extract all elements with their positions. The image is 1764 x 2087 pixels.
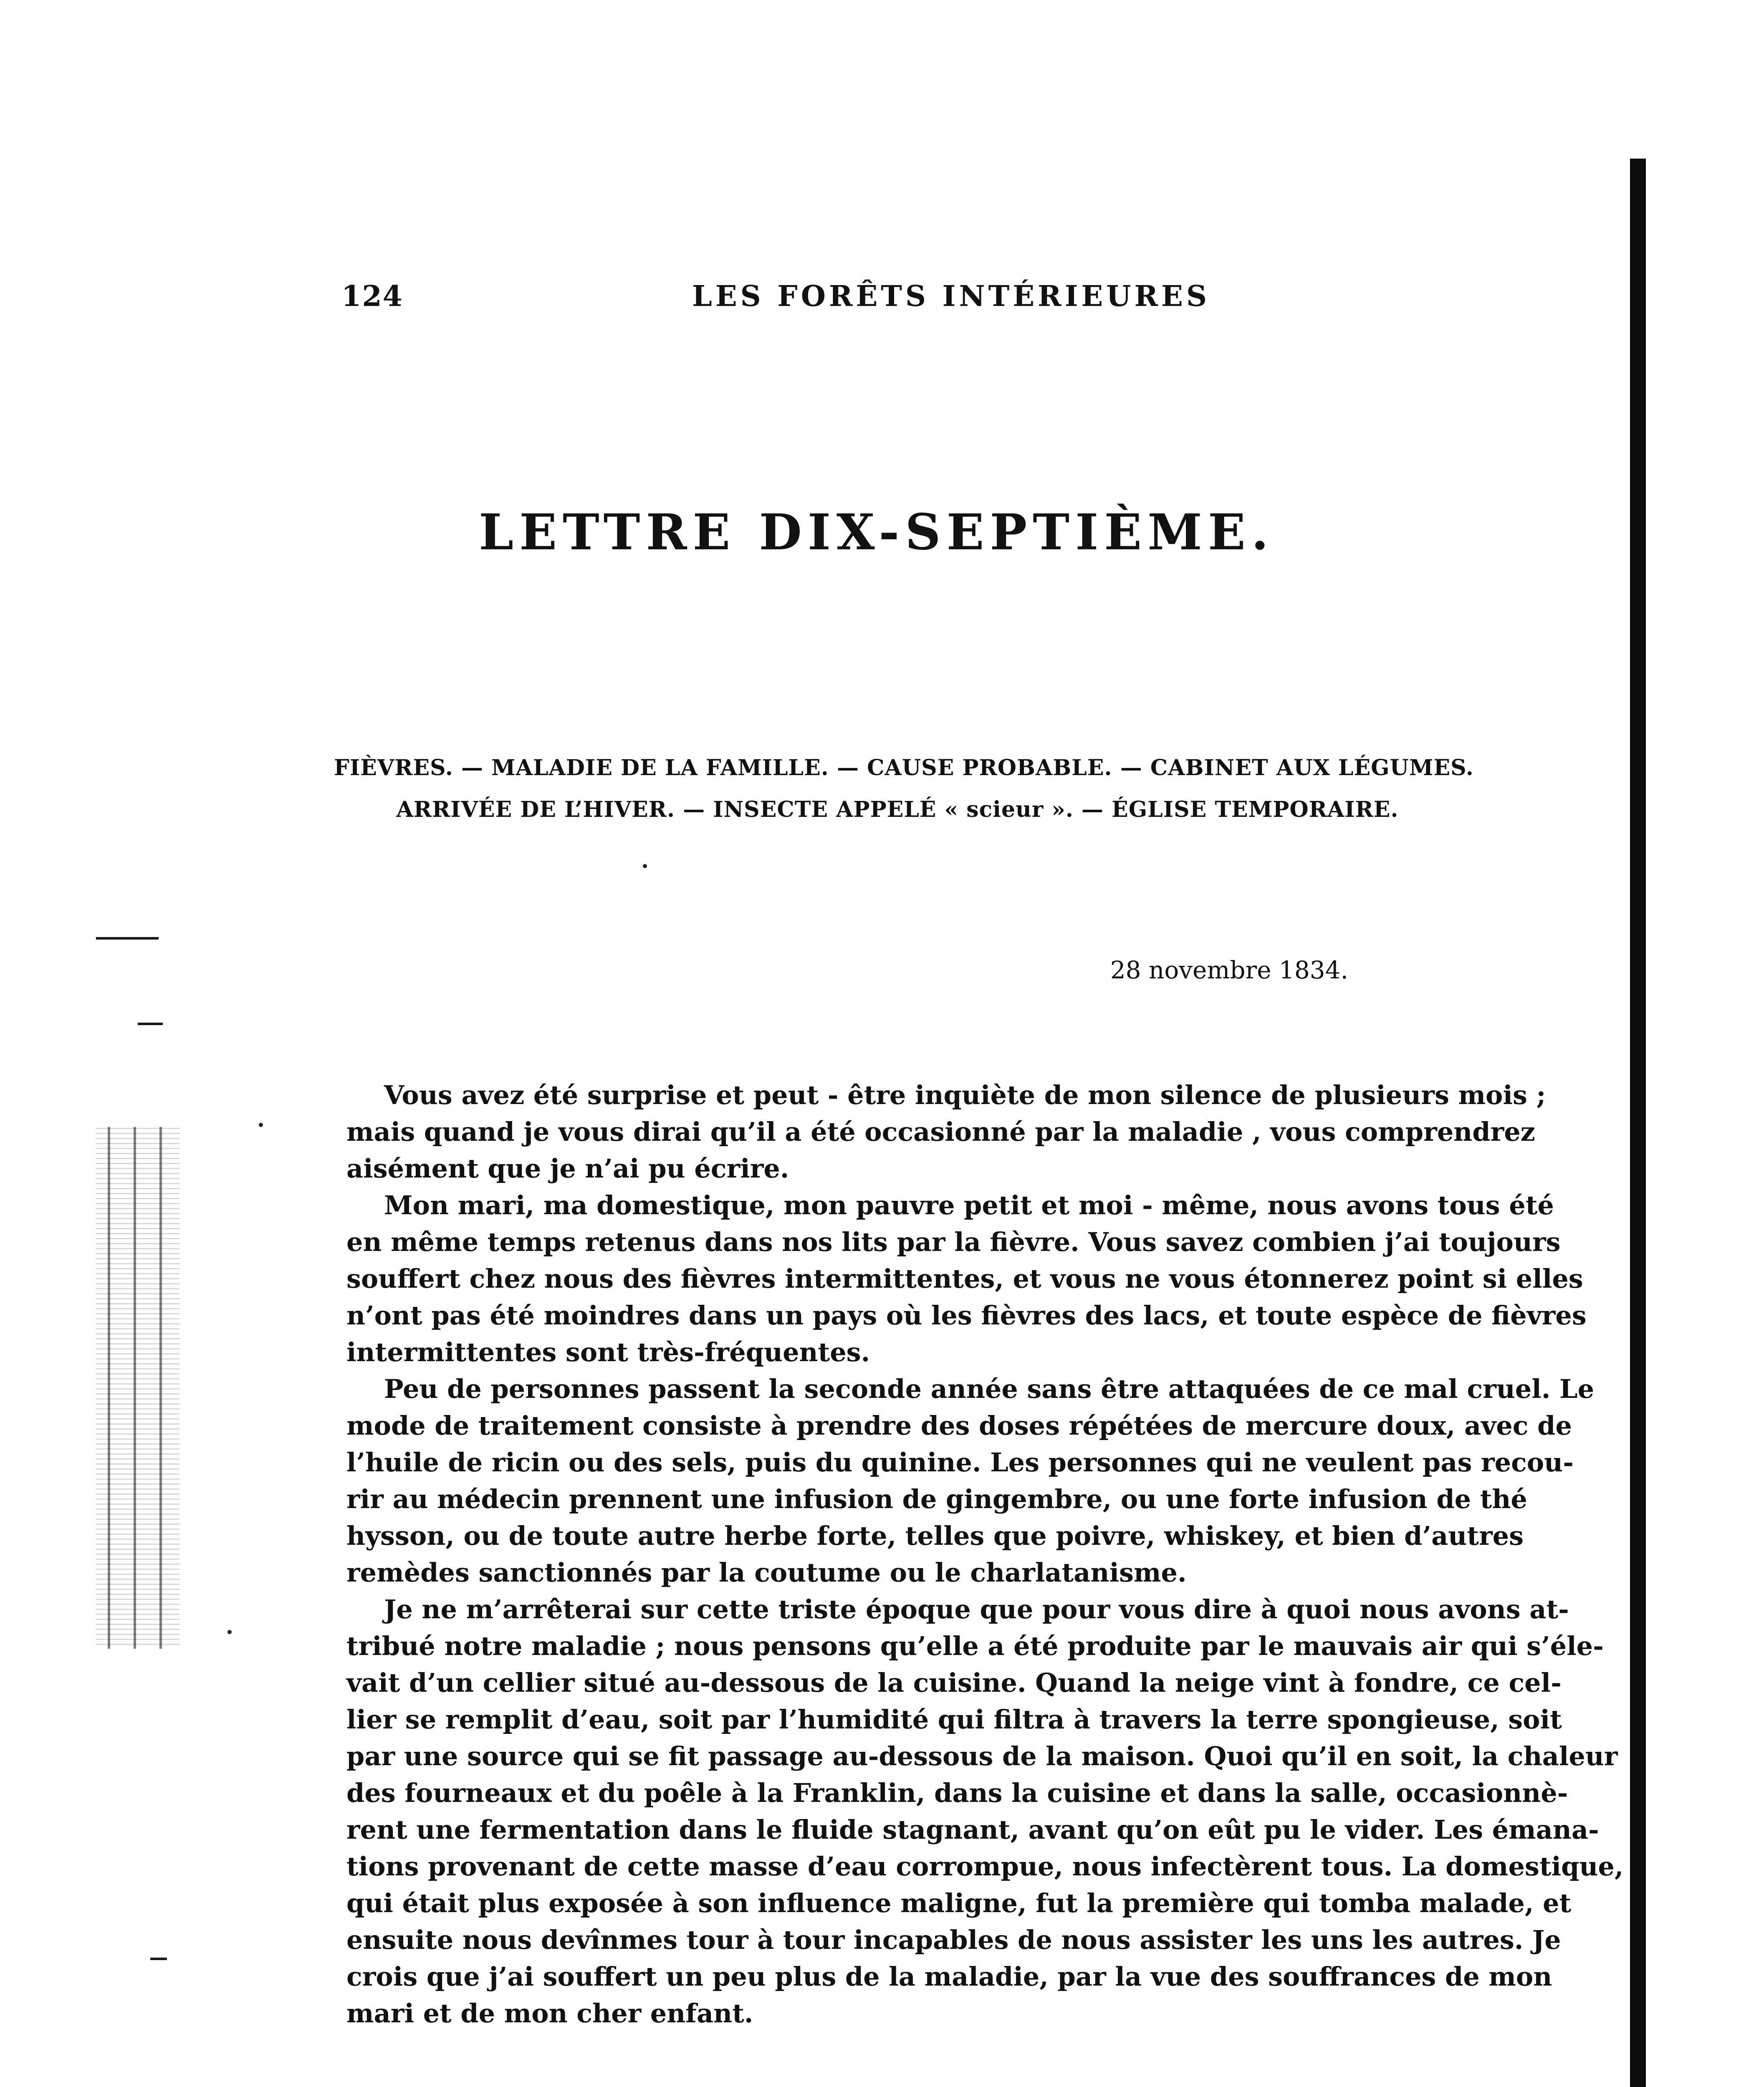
text-line: n’ont pas été moindres dans un pays où les fièvres des lacs, et toute espèce de fièvres	[346, 1300, 1587, 1331]
summary-line: ARRIVÉE DE L’HIVER. — INSECTE APPELÉ « scieur ». — ÉGLISE TEMPORAIRE.	[396, 797, 1399, 822]
text-line: mais quand je vous dirai qu’il a été occasionné par la maladie , vous comprendrez	[346, 1117, 1535, 1147]
scan-speck	[259, 1123, 263, 1127]
text-line: qui était plus exposée à son influence maligne, fut la première qui tomba malade, et	[346, 1888, 1572, 1918]
text-line: intermittentes sont très-fréquentes.	[346, 1337, 870, 1367]
text-line: Vous avez été surprise et peut - être inquiète de mon silence de plusieurs mois ;	[384, 1080, 1546, 1110]
text-line: Mon mari, ma domestique, mon pauvre petit et moi - même, nous avons tous été	[384, 1190, 1554, 1220]
text-line: par une source qui se fit passage au-dessous de la maison. Quoi qu’il en soit, la chaleur	[346, 1741, 1618, 1771]
text-line: Je ne m’arrêterai sur cette triste époque que pour vous dire à quoi nous avons at-	[384, 1594, 1569, 1625]
binding-margin-artifact	[96, 1127, 179, 1649]
text-line: Peu de personnes passent la seconde année sans être attaquées de ce mal cruel. Le	[384, 1374, 1595, 1404]
text-line: des fourneaux et du poêle à la Franklin, dans la cuisine et dans la salle, occasionnè-	[346, 1778, 1568, 1808]
text-line: rent une fermentation dans le fluide stagnant, avant qu’on eût pu le vider. Les émana-	[346, 1814, 1599, 1845]
text-line: en même temps retenus dans nos lits par la fièvre. Vous savez combien j’ai toujours	[346, 1227, 1561, 1257]
text-line: lier se remplit d’eau, soit par l’humidité qui filtra à travers la terre spongieuse, soit	[346, 1704, 1562, 1735]
page-number: 124	[341, 280, 403, 313]
text-line: hysson, ou de toute autre herbe forte, telles que poivre, whiskey, et bien d’autres	[346, 1521, 1524, 1551]
text-line: mari et de mon cher enfant.	[346, 1998, 753, 2029]
text-line: remèdes sanctionnés par la coutume ou le charlatanisme.	[346, 1557, 1187, 1588]
text-line: crois que j’ai souffert un peu plus de la maladie, par la vue des souffrances de mon	[346, 1961, 1552, 1992]
text-line: rir au médecin prennent une infusion de gingembre, ou une forte infusion de thé	[346, 1484, 1527, 1514]
summary-line: FIÈVRES. — MALADIE DE LA FAMILLE. — CAUSE PROBABLE. — CABINET AUX LÉGUMES.	[334, 755, 1474, 781]
text-line: l’huile de ricin ou des sels, puis du quinine. Les personnes qui ne veulent pas recou-	[346, 1447, 1574, 1478]
text-line: vait d’un cellier situé au-dessous de la cuisine. Quand la neige vint à fondre, ce cel-	[346, 1668, 1562, 1698]
text-line: ensuite nous devînmes tour à tour incapables de nous assister les uns les autres. Je	[346, 1925, 1561, 1955]
margin-tick	[150, 1958, 167, 1960]
margin-tick	[96, 937, 159, 940]
text-line: mode de traitement consiste à prendre des doses répétées de mercure doux, avec de	[346, 1410, 1572, 1441]
letter-date: 28 novembre 1834.	[1110, 956, 1348, 984]
running-title: LES FORÊTS INTÉRIEURES	[692, 280, 1210, 313]
text-line: tribué notre maladie ; nous pensons qu’elle a été produite par le mauvais air qui s’éle-	[346, 1631, 1604, 1661]
chapter-summary	[334, 747, 1474, 831]
letter-body	[346, 1077, 1624, 2032]
scan-speck	[643, 864, 647, 868]
text-line: tions provenant de cette masse d’eau corrompue, nous infectèrent tous. La domestique,	[346, 1851, 1624, 1882]
text-line: souffert chez nous des fièvres intermittentes, et vous ne vous étonnerez point si elles	[346, 1263, 1583, 1294]
running-header	[341, 280, 1260, 330]
text-line: aisément que je n’ai pu écrire.	[346, 1153, 789, 1184]
margin-tick	[138, 1023, 163, 1025]
scan-edge-shadow	[1630, 159, 1646, 2087]
scan-speck	[227, 1630, 232, 1634]
chapter-title: LETTRE DIX-SEPTIÈME.	[479, 503, 1274, 561]
